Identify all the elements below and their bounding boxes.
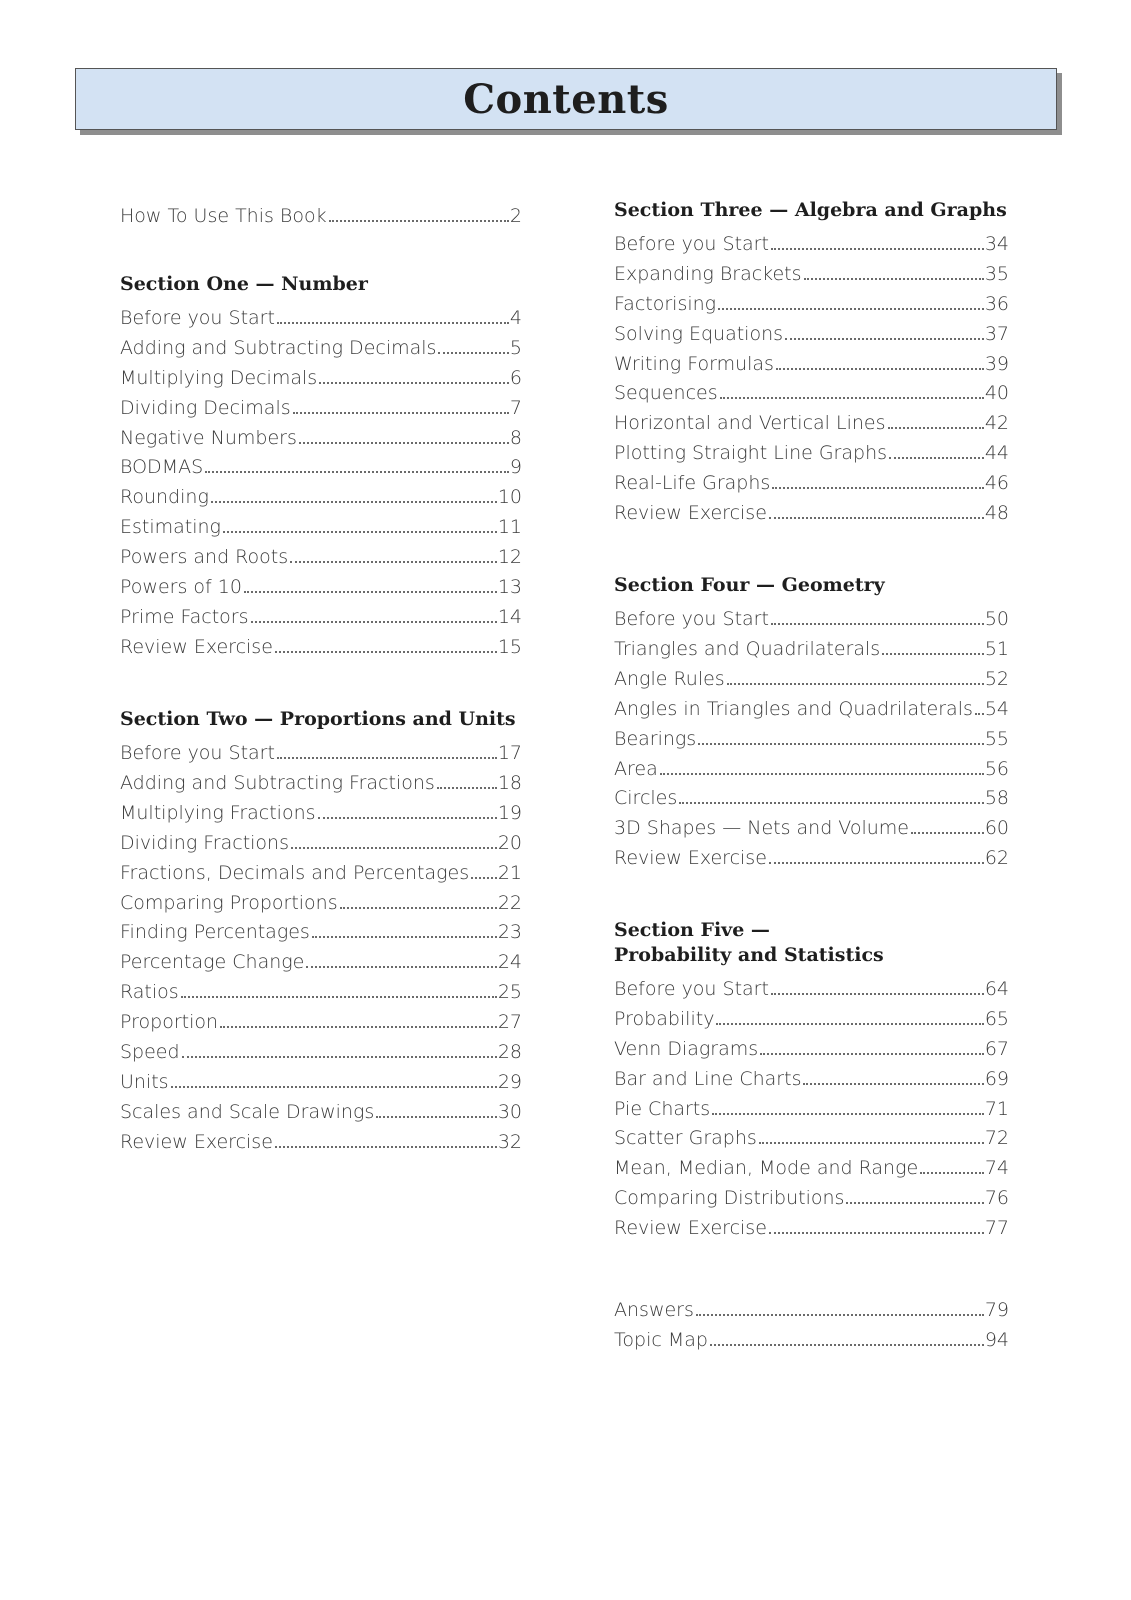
dot-leader — [776, 368, 984, 370]
dot-leader — [438, 352, 508, 354]
section-heading-continued: Probability and Statistics — [614, 944, 884, 966]
toc-entry[interactable] — [120, 358, 522, 388]
toc-entry[interactable] — [120, 883, 522, 913]
entry-title: Probability — [614, 1008, 715, 1030]
dot-leader — [759, 1142, 984, 1144]
dot-leader — [171, 1086, 497, 1088]
entry-page: 6 — [509, 367, 522, 389]
toc-entry[interactable] — [614, 344, 1009, 374]
toc-entry[interactable] — [120, 793, 522, 823]
dot-leader — [760, 1053, 984, 1055]
entry-page: 56 — [984, 758, 1009, 780]
dot-leader — [698, 743, 984, 745]
dot-leader — [772, 487, 984, 489]
entry-page: 9 — [509, 456, 522, 478]
entry-page: 28 — [497, 1041, 522, 1063]
entry-title: Factorising — [614, 293, 717, 315]
entry-title: Pie Charts — [614, 1098, 711, 1120]
entry-page: 27 — [497, 1011, 522, 1033]
section-heading: Section Two — Proportions and Units — [120, 708, 516, 730]
dot-leader — [244, 591, 497, 593]
dot-leader — [223, 531, 497, 533]
toc-entry[interactable] — [120, 298, 522, 328]
entry-title: Scatter Graphs — [614, 1127, 757, 1149]
dot-leader — [329, 220, 509, 222]
entry-title: Answers — [614, 1299, 694, 1321]
entry-title: Ratios — [120, 981, 179, 1003]
entry-page: 60 — [984, 817, 1009, 839]
dot-leader — [251, 621, 497, 623]
entry-page: 17 — [497, 742, 522, 764]
entry-page: 7 — [509, 397, 522, 419]
entry-page: 22 — [497, 892, 522, 914]
entry-title: Solving Equations — [614, 323, 784, 345]
dot-leader — [275, 1146, 497, 1148]
entry-page: 12 — [497, 546, 522, 568]
toc-entry[interactable] — [614, 373, 1009, 403]
entry-title: Before you Start — [614, 233, 769, 255]
toc-entry[interactable] — [614, 719, 1009, 749]
entry-title: Bar and Line Charts — [614, 1068, 802, 1090]
dot-leader — [205, 471, 509, 473]
dot-leader — [920, 1172, 984, 1174]
toc-entry[interactable] — [614, 463, 1009, 493]
entry-title: Proportion — [120, 1011, 219, 1033]
entry-title: Venn Diagrams — [614, 1038, 759, 1060]
entry-page: 4 — [509, 307, 522, 329]
section-heading: Section One — Number — [120, 273, 368, 295]
toc-entry[interactable] — [120, 853, 522, 883]
dot-leader — [769, 517, 984, 519]
toc-entry[interactable] — [120, 733, 522, 763]
toc-entry[interactable] — [120, 1032, 522, 1062]
dot-leader — [720, 397, 984, 399]
entry-title: Circles — [614, 787, 678, 809]
entry-title: Angles in Triangles and Quadrilaterals — [614, 698, 973, 720]
entry-page: 79 — [984, 1299, 1009, 1321]
entry-page: 19 — [497, 802, 522, 824]
section-heading: Section Three — Algebra and Graphs — [614, 199, 1007, 221]
dot-leader — [911, 832, 984, 834]
dot-leader — [712, 1113, 984, 1115]
toc-entry[interactable] — [614, 599, 1009, 629]
entry-page: 18 — [497, 772, 522, 794]
toc-entry[interactable] — [120, 567, 522, 597]
entry-title: Sequences — [614, 382, 718, 404]
entry-page: 94 — [984, 1329, 1009, 1351]
dot-leader — [318, 817, 497, 819]
entry-title: Finding Percentages — [120, 921, 310, 943]
toc-entry[interactable] — [120, 597, 522, 627]
dot-leader — [471, 877, 497, 879]
dot-leader — [889, 457, 984, 459]
entry-title: Negative Numbers — [120, 427, 297, 449]
entry-title: Units — [120, 1071, 169, 1093]
toc-entry[interactable] — [614, 778, 1009, 808]
dot-leader — [182, 1056, 497, 1058]
entry-title: Dividing Fractions — [120, 832, 289, 854]
entry-page: 62 — [984, 847, 1009, 869]
entry-title: 3D Shapes — Nets and Volume — [614, 817, 909, 839]
entry-title: Mean, Median, Mode and Range — [614, 1157, 919, 1179]
toc-entry[interactable] — [614, 808, 1009, 838]
toc-entry[interactable] — [614, 1089, 1009, 1119]
entry-page: 65 — [984, 1008, 1009, 1030]
entry-title: Review Exercise — [614, 1217, 767, 1239]
entry-page: 55 — [984, 728, 1009, 750]
entry-title: Multiplying Fractions — [120, 802, 316, 824]
dot-leader — [771, 993, 984, 995]
toc-entry[interactable] — [120, 1092, 522, 1122]
entry-page: 13 — [497, 576, 522, 598]
toc-entry[interactable] — [120, 912, 522, 942]
entry-page: 25 — [497, 981, 522, 1003]
toc-entry[interactable] — [614, 838, 1009, 868]
toc-entry[interactable] — [120, 1002, 522, 1032]
toc-entry[interactable] — [120, 942, 522, 972]
entry-page: 39 — [984, 353, 1009, 375]
toc-entry[interactable] — [120, 823, 522, 853]
entry-title: Plotting Straight Line Graphs — [614, 442, 888, 464]
dot-leader — [785, 338, 984, 340]
entry-title: Adding and Subtracting Decimals — [120, 337, 437, 359]
entry-title: Adding and Subtracting Fractions — [120, 772, 435, 794]
entry-title: How To Use This Book — [120, 205, 327, 227]
entry-page: 77 — [984, 1217, 1009, 1239]
entry-page: 42 — [984, 412, 1009, 434]
dot-leader — [804, 278, 984, 280]
page-title: Contents — [463, 75, 669, 123]
dot-leader — [679, 802, 984, 804]
entry-title: Review Exercise — [614, 847, 767, 869]
dot-leader — [181, 996, 497, 998]
dot-leader — [306, 966, 496, 968]
entry-page: 2 — [509, 205, 522, 227]
toc-entry[interactable] — [614, 969, 1009, 999]
entry-title: Angle Rules — [614, 668, 725, 690]
dot-leader — [376, 1116, 497, 1118]
dot-leader — [716, 1023, 983, 1025]
entry-title: Before you Start — [614, 978, 769, 1000]
dot-leader — [299, 442, 509, 444]
entry-title: Before you Start — [120, 742, 275, 764]
entry-title: Review Exercise — [614, 502, 767, 524]
dot-leader — [275, 651, 497, 653]
entry-title: Real-Life Graphs — [614, 472, 771, 494]
dot-leader — [769, 1232, 984, 1234]
dot-leader — [293, 412, 509, 414]
entry-title: Rounding — [120, 486, 209, 508]
toc-entry[interactable] — [120, 1062, 522, 1092]
entry-page: 8 — [509, 427, 522, 449]
toc-entry[interactable] — [614, 254, 1009, 284]
toc-entry[interactable] — [120, 972, 522, 1002]
toc-entry[interactable] — [120, 763, 522, 793]
entry-title: Review Exercise — [120, 636, 273, 658]
entry-page: 10 — [497, 486, 522, 508]
dot-leader — [437, 787, 497, 789]
toc-entry[interactable] — [614, 1059, 1009, 1089]
dot-leader — [290, 561, 497, 563]
entry-page: 51 — [984, 638, 1009, 660]
dot-leader — [696, 1314, 984, 1316]
entry-title: Dividing Decimals — [120, 397, 291, 419]
entry-page: 5 — [509, 337, 522, 359]
entry-page: 50 — [984, 608, 1009, 630]
toc-entry[interactable] — [614, 1118, 1009, 1148]
entry-title: Multiplying Decimals — [120, 367, 318, 389]
entry-page: 46 — [984, 472, 1009, 494]
toc-entry[interactable] — [120, 447, 522, 477]
toc-entry[interactable] — [614, 1029, 1009, 1059]
entry-title: Comparing Distributions — [614, 1187, 845, 1209]
toc-entry[interactable] — [614, 1148, 1009, 1178]
entry-title: Review Exercise — [120, 1131, 273, 1153]
entry-title: Powers of 10 — [120, 576, 242, 598]
dot-leader — [220, 1026, 497, 1028]
entry-title: Expanding Brackets — [614, 263, 802, 285]
toc-entry[interactable] — [120, 537, 522, 567]
entry-title: Triangles and Quadrilaterals — [614, 638, 881, 660]
entry-page: 23 — [497, 921, 522, 943]
entry-page: 69 — [984, 1068, 1009, 1090]
entry-page: 24 — [497, 951, 522, 973]
toc-entry[interactable] — [120, 328, 522, 358]
dot-leader — [975, 713, 984, 715]
entry-page: 35 — [984, 263, 1009, 285]
dot-leader — [277, 757, 497, 759]
entry-page: 71 — [984, 1098, 1009, 1120]
toc-entry[interactable] — [614, 999, 1009, 1029]
entry-page: 14 — [497, 606, 522, 628]
dot-leader — [727, 683, 984, 685]
entry-page: 15 — [497, 636, 522, 658]
entry-page: 74 — [984, 1157, 1009, 1179]
entry-title: Comparing Proportions — [120, 892, 338, 914]
toc-entry[interactable] — [614, 224, 1009, 254]
entry-page: 34 — [984, 233, 1009, 255]
entry-page: 20 — [497, 832, 522, 854]
toc-entry[interactable] — [120, 388, 522, 418]
entry-title: Writing Formulas — [614, 353, 774, 375]
toc-entry[interactable] — [120, 477, 522, 507]
entry-title: Prime Factors — [120, 606, 249, 628]
entry-page: 29 — [497, 1071, 522, 1093]
entry-page: 11 — [497, 516, 522, 538]
dot-leader — [888, 427, 984, 429]
entry-page: 72 — [984, 1127, 1009, 1149]
dot-leader — [340, 907, 497, 909]
entry-title: Before you Start — [614, 608, 769, 630]
toc-entry[interactable] — [120, 1122, 522, 1152]
entry-page: 52 — [984, 668, 1009, 690]
dot-leader — [769, 862, 984, 864]
toc-entry[interactable] — [614, 403, 1009, 433]
dot-leader — [882, 653, 984, 655]
entry-title: Scales and Scale Drawings — [120, 1101, 375, 1123]
entry-page: 48 — [984, 502, 1009, 524]
entry-title: BODMAS — [120, 456, 204, 478]
contents-banner — [75, 68, 1057, 130]
toc-entry[interactable] — [614, 314, 1009, 344]
entry-page: 21 — [497, 862, 522, 884]
toc-entry[interactable] — [614, 433, 1009, 463]
toc-entry[interactable] — [614, 1320, 1009, 1350]
entry-title: Estimating — [120, 516, 221, 538]
section-heading: Section Five — — [614, 919, 770, 941]
entry-title: Before you Start — [120, 307, 275, 329]
entry-page: 37 — [984, 323, 1009, 345]
dot-leader — [211, 501, 497, 503]
entry-page: 30 — [497, 1101, 522, 1123]
entry-title: Bearings — [614, 728, 697, 750]
entry-page: 64 — [984, 978, 1009, 1000]
entry-title: Powers and Roots — [120, 546, 289, 568]
dot-leader — [319, 382, 509, 384]
entry-page: 32 — [497, 1131, 522, 1153]
section-heading: Section Four — Geometry — [614, 574, 885, 596]
toc-entry[interactable] — [120, 196, 522, 226]
entry-page: 76 — [984, 1187, 1009, 1209]
entry-title: Area — [614, 758, 658, 780]
dot-leader — [710, 1344, 984, 1346]
toc-entry[interactable] — [614, 659, 1009, 689]
toc-entry[interactable] — [614, 1290, 1009, 1320]
toc-entry[interactable] — [614, 493, 1009, 523]
entry-title: Speed — [120, 1041, 180, 1063]
entry-page: 54 — [984, 698, 1009, 720]
entry-page: 58 — [984, 787, 1009, 809]
entry-page: 67 — [984, 1038, 1009, 1060]
dot-leader — [846, 1202, 983, 1204]
toc-entry[interactable] — [614, 1208, 1009, 1238]
toc-entry[interactable] — [614, 629, 1009, 659]
toc-entry[interactable] — [120, 418, 522, 448]
entry-title: Fractions, Decimals and Percentages — [120, 862, 470, 884]
toc-entry[interactable] — [614, 689, 1009, 719]
toc-entry[interactable] — [614, 749, 1009, 779]
dot-leader — [660, 773, 984, 775]
entry-title: Topic Map — [614, 1329, 708, 1351]
entry-page: 40 — [984, 382, 1009, 404]
entry-page: 36 — [984, 293, 1009, 315]
dot-leader — [312, 936, 497, 938]
dot-leader — [291, 847, 497, 849]
toc-entry[interactable] — [614, 284, 1009, 314]
dot-leader — [718, 308, 984, 310]
dot-leader — [277, 322, 509, 324]
dot-leader — [771, 623, 984, 625]
entry-title: Percentage Change — [120, 951, 305, 973]
toc-entry[interactable] — [614, 1178, 1009, 1208]
dot-leader — [803, 1083, 983, 1085]
entry-title: Horizontal and Vertical Lines — [614, 412, 886, 434]
toc-entry[interactable] — [120, 507, 522, 537]
dot-leader — [771, 248, 984, 250]
toc-entry[interactable] — [120, 627, 522, 657]
entry-page: 44 — [984, 442, 1009, 464]
